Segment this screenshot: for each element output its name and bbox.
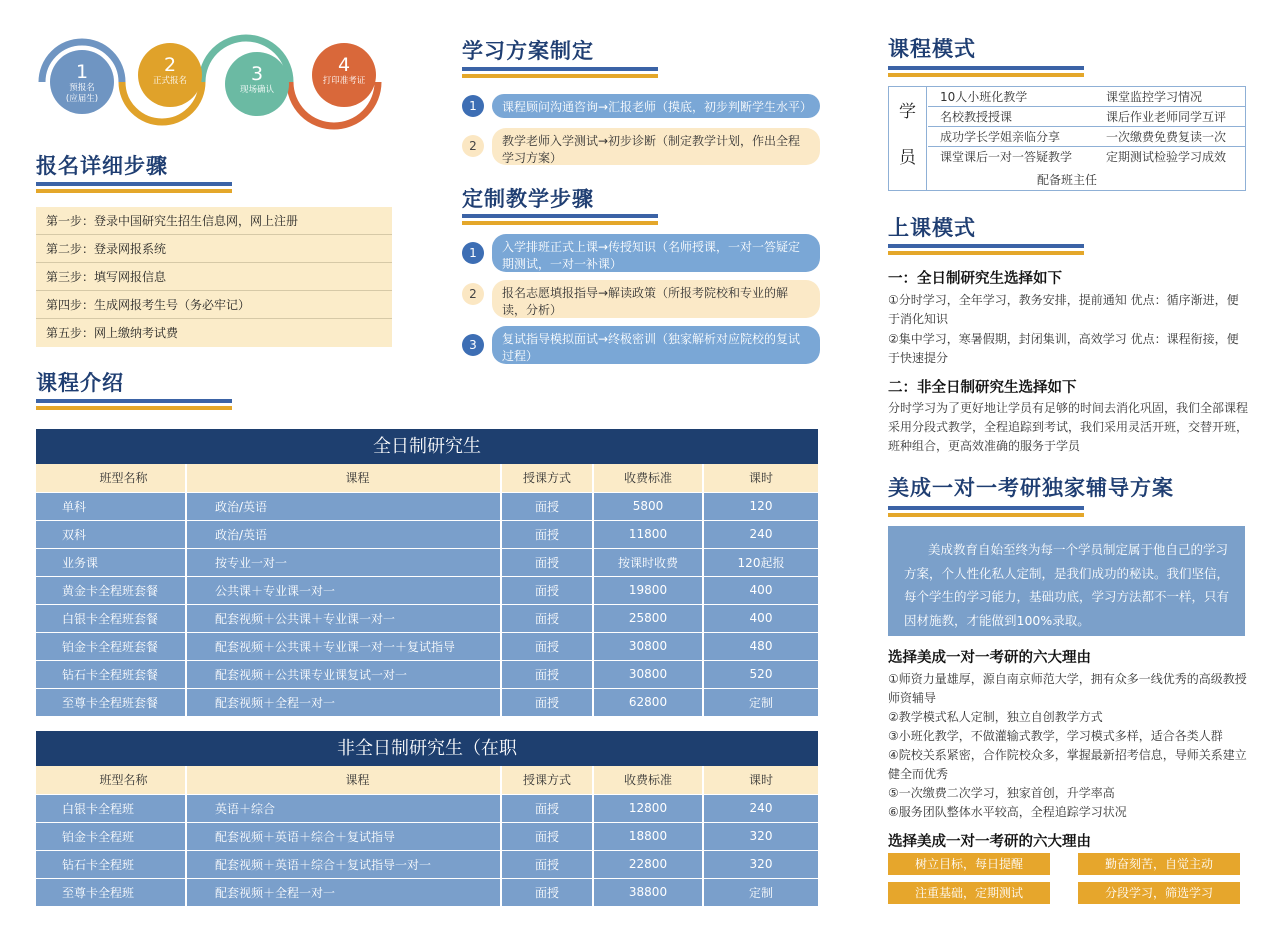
table-cell: 定制	[703, 878, 818, 906]
class-mode-title: 上课模式	[888, 216, 976, 240]
title-underline-blue	[888, 244, 1084, 248]
student-label-char: 学	[899, 102, 916, 122]
course-mode-grid	[928, 87, 1245, 167]
title-underline-blue	[888, 66, 1084, 70]
table-cell: 面授	[501, 660, 593, 688]
table-row	[36, 632, 818, 660]
table-row	[36, 520, 818, 548]
item-number: 2	[462, 283, 484, 305]
mode-cell: 成功学长学姐亲临分享	[940, 130, 1061, 144]
table-cell: 定制	[703, 688, 818, 716]
table-cell: 按课时收费	[593, 548, 703, 576]
table-row	[36, 878, 818, 906]
title-underline-yellow	[462, 74, 658, 78]
table-cell: 520	[703, 660, 818, 688]
process-step-1	[50, 50, 114, 114]
study-plan-title: 学习方案制定	[462, 39, 594, 63]
table-cell: 面授	[501, 850, 593, 878]
table-cell: 钻石卡全程班	[36, 850, 186, 878]
column-header: 课时	[703, 766, 818, 794]
tags-heading: 选择美成一对一考研的六大理由	[888, 834, 1091, 850]
table-cell: 480	[703, 632, 818, 660]
column-header: 班型名称	[36, 464, 186, 492]
table-cell: 18800	[593, 822, 703, 850]
table-cell: 至尊卡全程班	[36, 878, 186, 906]
course-mode-title: 课程模式	[888, 37, 976, 61]
column-header: 授课方式	[501, 464, 593, 492]
table-cell: 320	[703, 822, 818, 850]
mode-cell: 课堂课后一对一答疑教学	[940, 150, 1073, 164]
table-cell: 面授	[501, 576, 593, 604]
student-label-char: 员	[899, 148, 916, 168]
item-text: 入学排班正式上课→传授知识（名师授课，一对一答疑定期测试，一对一补课）	[492, 234, 820, 272]
title-underline-yellow	[462, 221, 658, 225]
table-cell: 面授	[501, 822, 593, 850]
registration-steps	[36, 207, 392, 347]
table-cell: 19800	[593, 576, 703, 604]
column-header: 课程	[186, 766, 501, 794]
table-cell: 双科	[36, 520, 186, 548]
title-underline-yellow	[888, 73, 1084, 77]
title-underline-blue	[462, 214, 658, 218]
item-text: 报名志愿填报指导→解读政策（所报考院校和专业的解读，分析）	[492, 280, 820, 318]
table-cell: 至尊卡全程班套餐	[36, 688, 186, 716]
reasons-list	[888, 670, 1250, 822]
custom-steps-title: 定制教学步骤	[462, 187, 594, 211]
title-underline-yellow	[888, 251, 1084, 255]
column-header: 课时	[703, 464, 818, 492]
table-cell: 配套视频＋公共课＋专业课一对一＋复试指导	[186, 632, 501, 660]
step-label: 打印准考证	[322, 76, 366, 86]
step-label: 正式报名	[152, 76, 187, 86]
item-number: 2	[462, 135, 484, 157]
title-underline-yellow	[888, 513, 1084, 517]
title-underline-yellow	[36, 189, 232, 193]
table-cell: 面授	[501, 492, 593, 520]
table-row	[36, 850, 818, 878]
course-mode-table	[888, 86, 1246, 191]
process-step-2	[138, 43, 202, 107]
table-cell: 面授	[501, 604, 593, 632]
column-header: 课程	[186, 464, 501, 492]
table-cell: 22800	[593, 850, 703, 878]
table-cell: 30800	[593, 632, 703, 660]
reason-item: ①师资力量雄厚，源自南京师范大学，拥有众多一线优秀的高级教授师资辅导	[888, 672, 1247, 705]
table-row	[36, 688, 818, 716]
mode-cell: 定期测试检验学习成效	[1106, 150, 1227, 164]
table-row	[36, 548, 818, 576]
mode-cell: 一次缴费免费复读一次	[1106, 130, 1227, 144]
table-cell: 配套视频＋全程一对一	[186, 878, 501, 906]
fulltime-table	[36, 464, 818, 717]
table-header-row	[36, 464, 818, 492]
step-sublabel: (应届生)	[65, 94, 99, 104]
table-cell: 25800	[593, 604, 703, 632]
course-mode-row	[928, 127, 1245, 147]
table-cell: 黄金卡全程班套餐	[36, 576, 186, 604]
table-cell: 英语＋综合	[186, 794, 501, 822]
parttime-mode-text: 分时学习为了更好地让学员有足够的时间去消化巩固，我们全部课程采用分段式教学，全程追踪到考试，我们采用灵活开班，交替开班，班种组合，更高效准确的服务于学员	[888, 401, 1249, 453]
course-mode-row	[928, 107, 1245, 127]
table-row	[36, 794, 818, 822]
table-header-row	[36, 766, 818, 794]
table-row	[36, 492, 818, 520]
registration-step: 第四步：生成网报考生号（务必牢记）	[36, 291, 392, 319]
table-cell: 白银卡全程班	[36, 794, 186, 822]
step-number: 4	[337, 54, 351, 76]
reason-item: ⑤一次缴费二次学习，独家首创，升学率高	[888, 786, 1115, 800]
column-header: 授课方式	[501, 766, 593, 794]
title-underline-yellow	[36, 406, 232, 410]
table-cell: 400	[703, 576, 818, 604]
table-cell: 38800	[593, 878, 703, 906]
mode-cell: 课后作业老师同学互评	[1106, 110, 1227, 124]
item-text: 教学老师入学测试→初步诊断（制定教学计划，作出全程学习方案）	[492, 128, 820, 165]
table-cell: 5800	[593, 492, 703, 520]
table-cell: 320	[703, 850, 818, 878]
table-cell: 白银卡全程班套餐	[36, 604, 186, 632]
process-step-4	[312, 43, 376, 107]
one-on-one-intro: 美成教育自始至终为每一个学员制定属于他自己的学习方案，个人性化私人定制，是我们成功的秘诀。我们坚信，每个学生的学习能力，基础功底，学习方法都不一样，只有因材施教，才能做到100%录取。	[888, 526, 1245, 636]
step-label: 预报名	[69, 83, 95, 93]
column-header: 收费标准	[593, 766, 703, 794]
step-number: 1	[75, 61, 89, 83]
mode-cell: 名校教授授课	[940, 110, 1013, 124]
reason-tag: 注重基础，定期测试	[888, 882, 1050, 904]
registration-step: 第一步：登录中国研究生招生信息网，网上注册	[36, 207, 392, 235]
reason-item: ⑥服务团队整体水平较高，全程追踪学习状况	[888, 805, 1127, 819]
item-number: 3	[462, 334, 484, 356]
fulltime-mode-point: ①分时学习，全年学习，教务安排，提前通知 优点：循序渐进，便于消化知识	[888, 293, 1239, 326]
registration-title: 报名详细步骤	[36, 154, 168, 178]
table-cell: 钻石卡全程班套餐	[36, 660, 186, 688]
table-cell: 面授	[501, 520, 593, 548]
course-mode-row	[928, 87, 1245, 107]
mode-cell: 课堂监控学习情况	[1106, 90, 1203, 104]
title-underline-blue	[36, 182, 232, 186]
title-underline-blue	[462, 67, 658, 71]
item-text: 课程顾问沟通咨询→汇报老师（摸底，初步判断学生水平）	[492, 94, 820, 118]
table-row	[36, 660, 818, 688]
table-cell: 240	[703, 520, 818, 548]
table-cell: 240	[703, 794, 818, 822]
table-cell: 政治/英语	[186, 520, 501, 548]
reason-item: ④院校关系紧密，合作院校众多，掌握最新招考信息，导师关系建立健全而优秀	[888, 748, 1247, 781]
table-cell: 62800	[593, 688, 703, 716]
table-cell: 面授	[501, 548, 593, 576]
reason-tag: 勤奋刻苦，自觉主动	[1078, 853, 1240, 875]
table-row	[36, 604, 818, 632]
item-text: 复试指导模拟面试→终极密训（独家解析对应院校的复试过程）	[492, 326, 820, 364]
fulltime-mode-heading: 一：全日制研究生选择如下	[888, 271, 1062, 287]
table-cell: 政治/英语	[186, 492, 501, 520]
registration-step: 第二步：登录网报系统	[36, 235, 392, 263]
mode-cell: 10人小班化教学	[940, 90, 1028, 104]
course-mode-row	[928, 147, 1245, 167]
table-row	[36, 822, 818, 850]
reason-item: ③小班化教学，不做灌输式教学，学习模式多样，适合各类人群	[888, 729, 1223, 743]
table-cell: 配套视频＋全程一对一	[186, 688, 501, 716]
reasons-heading: 选择美成一对一考研的六大理由	[888, 650, 1091, 666]
table-cell: 面授	[501, 688, 593, 716]
table-row	[36, 576, 818, 604]
column-header: 收费标准	[593, 464, 703, 492]
table-cell: 12800	[593, 794, 703, 822]
reason-item: ②教学模式私人定制，独立自创教学方式	[888, 710, 1103, 724]
step-label: 现场确认	[239, 85, 274, 95]
column-header: 班型名称	[36, 766, 186, 794]
item-number: 1	[462, 95, 484, 117]
table-cell: 公共课＋专业课一对一	[186, 576, 501, 604]
table-cell: 铂金卡全程班	[36, 822, 186, 850]
table-cell: 配套视频＋公共课＋专业课一对一	[186, 604, 501, 632]
step-number: 3	[250, 63, 264, 85]
parttime-mode-heading: 二：非全日制研究生选择如下	[888, 380, 1077, 396]
table-cell: 配套视频＋英语＋综合＋复试指导	[186, 822, 501, 850]
course-mode-footer: 配备班主任	[1036, 173, 1097, 187]
step-number: 2	[163, 54, 177, 76]
table-cell: 配套视频＋公共课专业课复试一对一	[186, 660, 501, 688]
table-cell: 面授	[501, 632, 593, 660]
parttime-table	[36, 766, 818, 907]
process-step-3	[225, 52, 289, 116]
title-underline-blue	[888, 506, 1084, 510]
title-underline-blue	[36, 399, 232, 403]
parttime-table-title: 非全日制研究生（在职	[36, 731, 818, 766]
table-cell: 400	[703, 604, 818, 632]
table-cell: 11800	[593, 520, 703, 548]
table-cell: 业务课	[36, 548, 186, 576]
fulltime-mode-point: ②集中学习，寒暑假期，封闭集训，高效学习 优点：课程衔接，便于快速提分	[888, 332, 1239, 365]
table-cell: 面授	[501, 878, 593, 906]
reason-tag: 树立目标，每日提醒	[888, 853, 1050, 875]
table-cell: 120起报	[703, 548, 818, 576]
table-cell: 配套视频＋英语＋综合＋复试指导一对一	[186, 850, 501, 878]
course-intro-title: 课程介绍	[36, 371, 124, 395]
table-cell: 30800	[593, 660, 703, 688]
item-number: 1	[462, 242, 484, 264]
table-cell: 铂金卡全程班套餐	[36, 632, 186, 660]
table-cell: 面授	[501, 794, 593, 822]
table-cell: 按专业一对一	[186, 548, 501, 576]
registration-step: 第三步：填写网报信息	[36, 263, 392, 291]
registration-step: 第五步：网上缴纳考试费	[46, 326, 179, 340]
one-on-one-title: 美成一对一考研独家辅导方案	[888, 476, 1174, 500]
table-cell: 单科	[36, 492, 186, 520]
table-cell: 120	[703, 492, 818, 520]
reason-tag: 分段学习，筛选学习	[1078, 882, 1240, 904]
fulltime-table-title: 全日制研究生	[36, 429, 818, 464]
